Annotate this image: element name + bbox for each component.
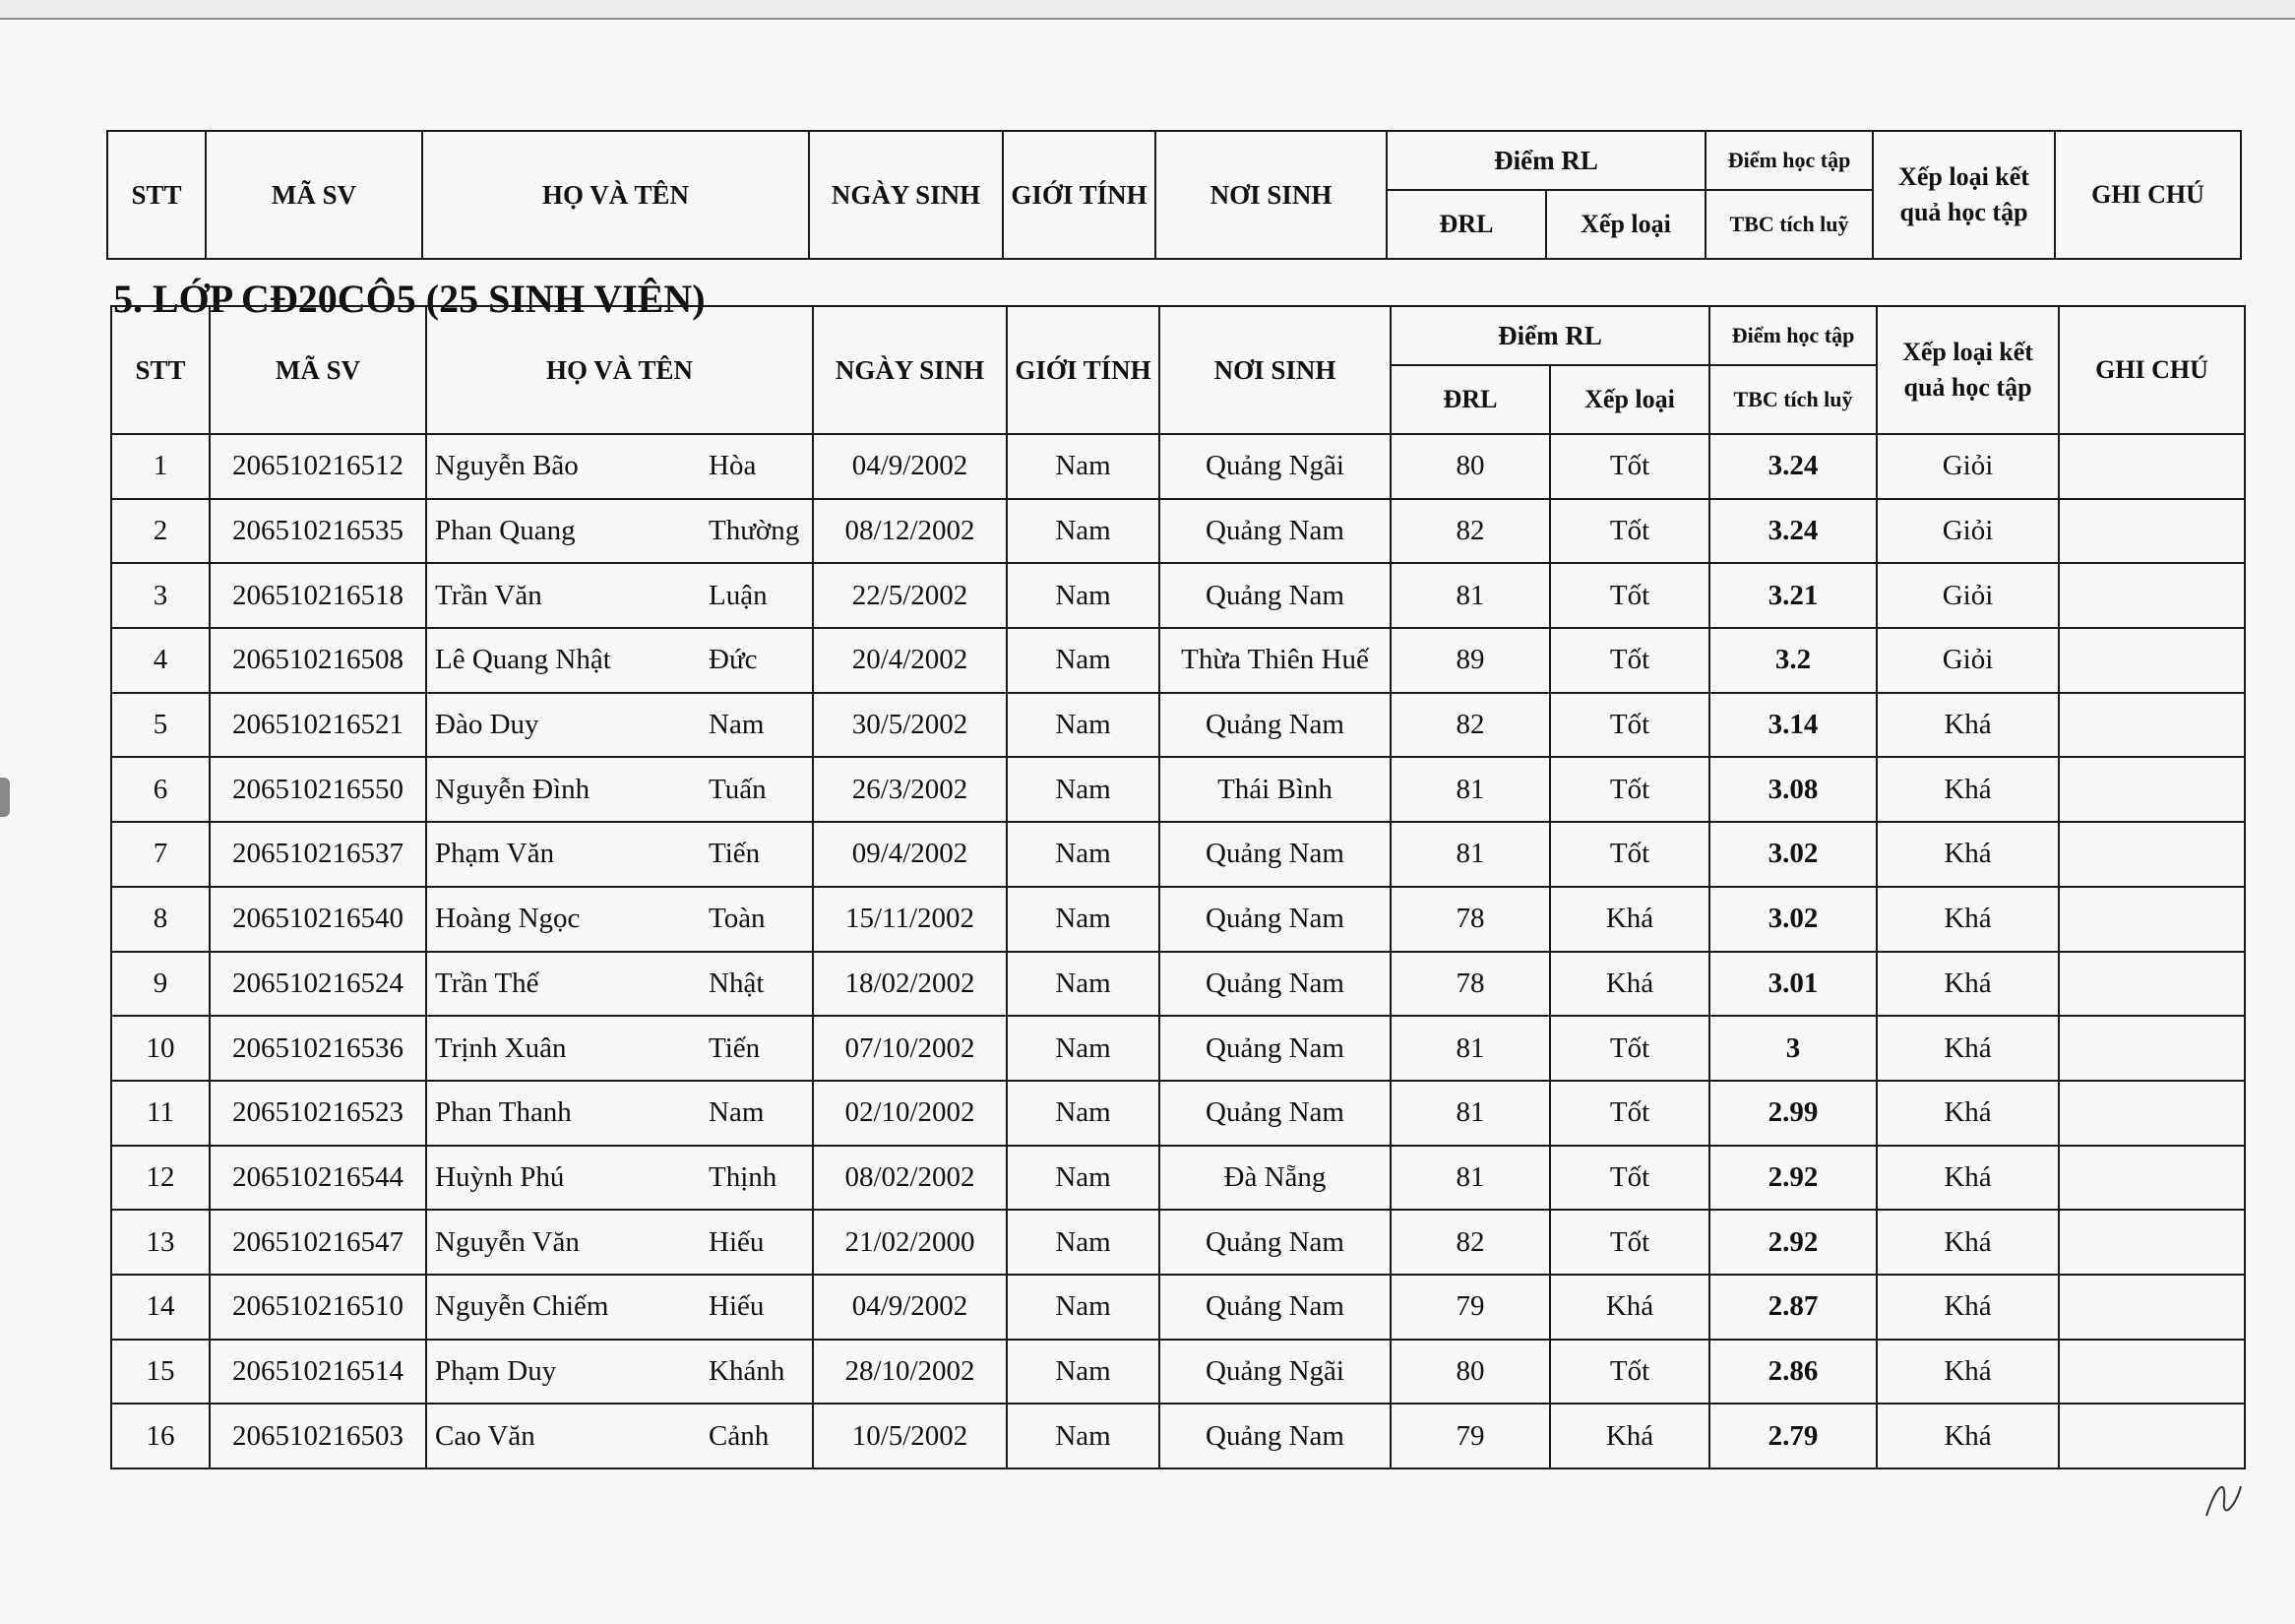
cell-ten: Luận — [709, 579, 768, 611]
cell-xep-loai-rl: Tốt — [1550, 1016, 1709, 1081]
cell-ma-sv: 206510216547 — [210, 1210, 426, 1275]
scan-top-edge — [0, 0, 2295, 20]
section-title: 5. LỚP CĐ20CÔ5 (25 SINH VIÊN) — [113, 277, 706, 321]
cell-xep-loai-kq: Khá — [1877, 822, 2059, 887]
cell-ghi-chu — [2059, 1210, 2245, 1275]
table-row — [111, 693, 2245, 758]
cell-xep-loai-kq: Giỏi — [1877, 499, 2059, 564]
cell-ten: Tiến — [709, 1031, 761, 1064]
cell-noi-sinh: Quảng Nam — [1159, 1210, 1391, 1275]
cell-gioi-tinh: Nam — [1007, 952, 1159, 1017]
cell-ghi-chu — [2059, 1081, 2245, 1146]
table-row — [111, 1146, 2245, 1211]
cell-drl: 82 — [1391, 1210, 1550, 1275]
cell-stt: 10 — [111, 1016, 210, 1081]
cell-drl: 82 — [1391, 693, 1550, 758]
cell-drl: 89 — [1391, 628, 1550, 693]
cell-ngay-sinh: 02/10/2002 — [813, 1081, 1007, 1146]
cell-xep-loai-kq: Khá — [1877, 1404, 2059, 1468]
cell-noi-sinh: Quảng Nam — [1159, 693, 1391, 758]
header-xep-loai-kq — [1877, 306, 2059, 434]
cell-ma-sv: 206510216540 — [210, 887, 426, 952]
cell-gioi-tinh: Nam — [1007, 1016, 1159, 1081]
cell-xep-loai-kq: Khá — [1877, 952, 2059, 1017]
header-noi-sinh: NƠI SINH — [1159, 306, 1391, 434]
cell-tbc: 3.24 — [1709, 434, 1877, 499]
header-xep-loai-kq-line2: quả học tập — [1899, 198, 2028, 226]
cell-noi-sinh: Quảng Nam — [1159, 887, 1391, 952]
cell-ho-ten — [426, 1404, 813, 1468]
header-ma-sv: MÃ SV — [210, 306, 426, 434]
cell-ho-ten — [426, 822, 813, 887]
table-row — [111, 499, 2245, 564]
cell-ho-ten — [426, 1340, 813, 1405]
table-row — [111, 434, 2245, 499]
cell-stt: 12 — [111, 1146, 210, 1211]
cell-ma-sv: 206510216536 — [210, 1016, 426, 1081]
cell-ghi-chu — [2059, 1404, 2245, 1468]
cell-tbc: 3.08 — [1709, 757, 1877, 822]
cell-ho: Lê Quang Nhật — [435, 644, 611, 676]
cell-noi-sinh: Đà Nẵng — [1159, 1146, 1391, 1211]
cell-ma-sv: 206510216518 — [210, 563, 426, 628]
table-row — [111, 1016, 2245, 1081]
cell-ngay-sinh: 07/10/2002 — [813, 1016, 1007, 1081]
table-row — [111, 952, 2245, 1017]
cell-ho: Hoàng Ngọc — [435, 903, 581, 935]
table-row — [111, 563, 2245, 628]
cell-xep-loai-rl: Khá — [1550, 952, 1709, 1017]
cell-drl: 80 — [1391, 434, 1550, 499]
cell-tbc: 2.92 — [1709, 1210, 1877, 1275]
cell-ho-ten — [426, 499, 813, 564]
cell-noi-sinh: Quảng Ngãi — [1159, 1340, 1391, 1405]
table-row — [111, 1275, 2245, 1340]
cell-xep-loai-rl: Khá — [1550, 1404, 1709, 1468]
header-gioi-tinh: GIỚI TÍNH — [1003, 131, 1155, 259]
cell-ten: Nam — [709, 1096, 765, 1129]
cell-xep-loai-rl: Tốt — [1550, 434, 1709, 499]
cell-ten: Tuấn — [709, 773, 767, 805]
header-ngay-sinh: NGÀY SINH — [809, 131, 1003, 259]
header-stt: STT — [111, 306, 210, 434]
cell-ten: Nam — [709, 709, 765, 741]
cell-tbc: 3.02 — [1709, 822, 1877, 887]
cell-gioi-tinh: Nam — [1007, 887, 1159, 952]
cell-xep-loai-rl: Khá — [1550, 1275, 1709, 1340]
header-noi-sinh: NƠI SINH — [1155, 131, 1387, 259]
cell-stt: 14 — [111, 1275, 210, 1340]
table-row — [111, 628, 2245, 693]
cell-xep-loai-kq: Khá — [1877, 1340, 2059, 1405]
header-xep-loai-kq — [1873, 131, 2055, 259]
cell-ho-ten — [426, 757, 813, 822]
cell-xep-loai-rl: Tốt — [1550, 628, 1709, 693]
cell-xep-loai-rl: Tốt — [1550, 499, 1709, 564]
cell-ma-sv: 206510216523 — [210, 1081, 426, 1146]
cell-tbc: 3.2 — [1709, 628, 1877, 693]
cell-ten: Toàn — [709, 903, 766, 935]
cell-gioi-tinh: Nam — [1007, 499, 1159, 564]
header-ghi-chu: GHI CHÚ — [2059, 306, 2245, 434]
cell-xep-loai-rl: Tốt — [1550, 1210, 1709, 1275]
header-xep-loai-rl: Xếp loại — [1550, 365, 1709, 434]
cell-drl: 79 — [1391, 1275, 1550, 1340]
cell-drl: 81 — [1391, 1081, 1550, 1146]
header-tbc: TBC tích luỹ — [1706, 190, 1873, 259]
cell-xep-loai-rl: Tốt — [1550, 693, 1709, 758]
cell-ma-sv: 206510216510 — [210, 1275, 426, 1340]
header-diem-hoc-tap: Điểm học tập — [1706, 131, 1873, 190]
header-ghi-chu: GHI CHÚ — [2055, 131, 2241, 259]
cell-xep-loai-kq: Khá — [1877, 1081, 2059, 1146]
cell-drl: 80 — [1391, 1340, 1550, 1405]
cell-ghi-chu — [2059, 952, 2245, 1017]
cell-noi-sinh: Thái Bình — [1159, 757, 1391, 822]
cell-ghi-chu — [2059, 434, 2245, 499]
cell-tbc: 3.21 — [1709, 563, 1877, 628]
cell-ma-sv: 206510216550 — [210, 757, 426, 822]
cell-noi-sinh: Quảng Nam — [1159, 952, 1391, 1017]
cell-tbc: 2.92 — [1709, 1146, 1877, 1211]
cell-ho: Nguyễn Bão — [435, 450, 579, 482]
table-row — [111, 1081, 2245, 1146]
cell-ho-ten — [426, 693, 813, 758]
cell-ho: Nguyễn Đình — [435, 773, 590, 805]
cell-ho-ten — [426, 1210, 813, 1275]
cell-noi-sinh: Quảng Nam — [1159, 1404, 1391, 1468]
cell-stt: 13 — [111, 1210, 210, 1275]
cell-ngay-sinh: 04/9/2002 — [813, 1275, 1007, 1340]
cell-xep-loai-rl: Tốt — [1550, 1340, 1709, 1405]
header-diem-rl: Điểm RL — [1391, 306, 1709, 365]
cell-ghi-chu — [2059, 757, 2245, 822]
scan-edge-mark — [0, 778, 10, 817]
initials-mark — [2197, 1467, 2246, 1526]
cell-gioi-tinh: Nam — [1007, 628, 1159, 693]
cell-ten: Thịnh — [709, 1160, 777, 1193]
cell-ngay-sinh: 28/10/2002 — [813, 1340, 1007, 1405]
cell-ten: Đức — [709, 644, 758, 676]
cell-noi-sinh: Quảng Nam — [1159, 1016, 1391, 1081]
cell-xep-loai-rl: Khá — [1550, 887, 1709, 952]
table-row — [111, 822, 2245, 887]
cell-ghi-chu — [2059, 628, 2245, 693]
cell-ghi-chu — [2059, 563, 2245, 628]
cell-ma-sv: 206510216524 — [210, 952, 426, 1017]
cell-ten: Thường — [709, 515, 800, 547]
cell-ho-ten — [426, 1146, 813, 1211]
cell-tbc: 2.79 — [1709, 1404, 1877, 1468]
table-row — [111, 1404, 2245, 1468]
cell-ghi-chu — [2059, 1016, 2245, 1081]
cell-tbc: 3.01 — [1709, 952, 1877, 1017]
cell-ho: Phan Thanh — [435, 1096, 572, 1129]
student-rows — [111, 434, 2245, 1468]
cell-ngay-sinh: 10/5/2002 — [813, 1404, 1007, 1468]
cell-ma-sv: 206510216521 — [210, 693, 426, 758]
header-diem-hoc-tap: Điểm học tập — [1709, 306, 1877, 365]
cell-ngay-sinh: 21/02/2000 — [813, 1210, 1007, 1275]
header-xep-loai-kq-line1: Xếp loại kết — [1902, 338, 2033, 366]
cell-ma-sv: 206510216512 — [210, 434, 426, 499]
cell-tbc: 3.24 — [1709, 499, 1877, 564]
cell-xep-loai-rl: Tốt — [1550, 1081, 1709, 1146]
cell-xep-loai-kq: Khá — [1877, 1210, 2059, 1275]
cell-tbc: 2.86 — [1709, 1340, 1877, 1405]
cell-xep-loai-kq: Khá — [1877, 1016, 2059, 1081]
cell-noi-sinh: Quảng Nam — [1159, 1081, 1391, 1146]
cell-ghi-chu — [2059, 1275, 2245, 1340]
cell-ho: Phạm Văn — [435, 838, 555, 870]
cell-gioi-tinh: Nam — [1007, 1275, 1159, 1340]
cell-ten: Khánh — [709, 1354, 785, 1387]
cell-stt: 8 — [111, 887, 210, 952]
cell-ngay-sinh: 18/02/2002 — [813, 952, 1007, 1017]
cell-stt: 16 — [111, 1404, 210, 1468]
cell-gioi-tinh: Nam — [1007, 1081, 1159, 1146]
cell-ma-sv: 206510216508 — [210, 628, 426, 693]
cell-ho: Nguyễn Chiếm — [435, 1290, 609, 1323]
cell-xep-loai-kq: Giỏi — [1877, 434, 2059, 499]
cell-ngay-sinh: 08/12/2002 — [813, 499, 1007, 564]
header-ngay-sinh: NGÀY SINH — [813, 306, 1007, 434]
cell-ghi-chu — [2059, 499, 2245, 564]
cell-gioi-tinh: Nam — [1007, 693, 1159, 758]
cell-noi-sinh: Quảng Ngãi — [1159, 434, 1391, 499]
cell-gioi-tinh: Nam — [1007, 757, 1159, 822]
cell-xep-loai-kq: Khá — [1877, 1275, 2059, 1340]
cell-ho: Trần Thế — [435, 967, 539, 999]
cell-ghi-chu — [2059, 1146, 2245, 1211]
cell-ghi-chu — [2059, 1340, 2245, 1405]
cell-ho: Cao Văn — [435, 1419, 535, 1452]
header-stt: STT — [107, 131, 206, 259]
cell-ngay-sinh: 08/02/2002 — [813, 1146, 1007, 1211]
cell-gioi-tinh: Nam — [1007, 1210, 1159, 1275]
header-diem-rl: Điểm RL — [1387, 131, 1706, 190]
cell-xep-loai-kq: Giỏi — [1877, 563, 2059, 628]
cell-noi-sinh: Quảng Nam — [1159, 563, 1391, 628]
header-drl: ĐRL — [1391, 365, 1550, 434]
cell-stt: 7 — [111, 822, 210, 887]
cell-tbc: 2.87 — [1709, 1275, 1877, 1340]
cell-stt: 3 — [111, 563, 210, 628]
header-ho-ten: HỌ VÀ TÊN — [426, 306, 813, 434]
cell-ma-sv: 206510216537 — [210, 822, 426, 887]
cell-xep-loai-rl: Tốt — [1550, 757, 1709, 822]
cell-ten: Hiếu — [709, 1225, 765, 1258]
cell-drl: 79 — [1391, 1404, 1550, 1468]
cell-ngay-sinh: 09/4/2002 — [813, 822, 1007, 887]
table-row — [111, 1210, 2245, 1275]
cell-noi-sinh: Quảng Nam — [1159, 822, 1391, 887]
cell-ho-ten — [426, 887, 813, 952]
cell-ngay-sinh: 04/9/2002 — [813, 434, 1007, 499]
cell-ho-ten — [426, 1016, 813, 1081]
cell-gioi-tinh: Nam — [1007, 1146, 1159, 1211]
cell-ho-ten — [426, 434, 813, 499]
cell-drl: 81 — [1391, 1146, 1550, 1211]
cell-tbc: 3.14 — [1709, 693, 1877, 758]
cell-ten: Hòa — [709, 450, 757, 482]
cell-ten: Cảnh — [709, 1419, 770, 1452]
cell-ho: Đào Duy — [435, 709, 539, 741]
cell-stt: 6 — [111, 757, 210, 822]
cell-xep-loai-rl: Tốt — [1550, 1146, 1709, 1211]
cell-xep-loai-kq: Giỏi — [1877, 628, 2059, 693]
header-tbc: TBC tích luỹ — [1709, 365, 1877, 434]
cell-ngay-sinh: 30/5/2002 — [813, 693, 1007, 758]
header-drl: ĐRL — [1387, 190, 1546, 259]
cell-noi-sinh: Quảng Nam — [1159, 1275, 1391, 1340]
table-row — [111, 1340, 2245, 1405]
header-ho-ten: HỌ VÀ TÊN — [422, 131, 809, 259]
cell-ho: Huỳnh Phú — [435, 1160, 565, 1193]
cell-noi-sinh: Quảng Nam — [1159, 499, 1391, 564]
cell-tbc: 3.02 — [1709, 887, 1877, 952]
cell-ho-ten — [426, 628, 813, 693]
cell-ten: Hiếu — [709, 1290, 765, 1323]
cell-ho: Phan Quang — [435, 515, 576, 547]
cell-xep-loai-kq: Khá — [1877, 887, 2059, 952]
cell-ma-sv: 206510216544 — [210, 1146, 426, 1211]
header-xep-loai-kq-line2: quả học tập — [1903, 373, 2032, 402]
table-row — [111, 887, 2245, 952]
cell-stt: 15 — [111, 1340, 210, 1405]
cell-stt: 11 — [111, 1081, 210, 1146]
cell-ngay-sinh: 26/3/2002 — [813, 757, 1007, 822]
header-xep-loai-kq-line1: Xếp loại kết — [1898, 162, 2029, 191]
cell-ngay-sinh: 15/11/2002 — [813, 887, 1007, 952]
cell-drl: 81 — [1391, 1016, 1550, 1081]
cell-xep-loai-rl: Tốt — [1550, 563, 1709, 628]
cell-ho: Nguyễn Văn — [435, 1225, 580, 1258]
cell-stt: 1 — [111, 434, 210, 499]
cell-ten: Nhật — [709, 967, 765, 999]
cell-ho-ten — [426, 952, 813, 1017]
cell-gioi-tinh: Nam — [1007, 563, 1159, 628]
cell-ma-sv: 206510216514 — [210, 1340, 426, 1405]
cell-ma-sv: 206510216503 — [210, 1404, 426, 1468]
cell-ho-ten — [426, 1275, 813, 1340]
cell-ho: Trần Văn — [435, 579, 542, 611]
cell-gioi-tinh: Nam — [1007, 1340, 1159, 1405]
cell-ngay-sinh: 22/5/2002 — [813, 563, 1007, 628]
cell-tbc: 3 — [1709, 1016, 1877, 1081]
cell-ho-ten — [426, 1081, 813, 1146]
cell-gioi-tinh: Nam — [1007, 822, 1159, 887]
cell-ho: Trịnh Xuân — [435, 1031, 567, 1064]
cell-stt: 9 — [111, 952, 210, 1017]
cell-xep-loai-kq: Khá — [1877, 757, 2059, 822]
cell-stt: 2 — [111, 499, 210, 564]
cell-ghi-chu — [2059, 887, 2245, 952]
header-xep-loai-rl: Xếp loại — [1546, 190, 1706, 259]
cell-xep-loai-kq: Khá — [1877, 1146, 2059, 1211]
class-table — [110, 305, 2246, 1469]
cell-drl: 81 — [1391, 563, 1550, 628]
header-table-top — [106, 130, 2242, 260]
table-row — [111, 757, 2245, 822]
cell-drl: 81 — [1391, 822, 1550, 887]
cell-ghi-chu — [2059, 693, 2245, 758]
cell-ngay-sinh: 20/4/2002 — [813, 628, 1007, 693]
header-ma-sv: MÃ SV — [206, 131, 422, 259]
header-gioi-tinh: GIỚI TÍNH — [1007, 306, 1159, 434]
cell-drl: 81 — [1391, 757, 1550, 822]
cell-gioi-tinh: Nam — [1007, 434, 1159, 499]
cell-noi-sinh: Thừa Thiên Huế — [1159, 628, 1391, 693]
cell-ho: Phạm Duy — [435, 1354, 557, 1387]
cell-ten: Tiến — [709, 838, 761, 870]
cell-tbc: 2.99 — [1709, 1081, 1877, 1146]
cell-ho-ten — [426, 563, 813, 628]
cell-drl: 78 — [1391, 952, 1550, 1017]
cell-ma-sv: 206510216535 — [210, 499, 426, 564]
cell-drl: 78 — [1391, 887, 1550, 952]
cell-ghi-chu — [2059, 822, 2245, 887]
cell-gioi-tinh: Nam — [1007, 1404, 1159, 1468]
cell-xep-loai-rl: Tốt — [1550, 822, 1709, 887]
cell-drl: 82 — [1391, 499, 1550, 564]
cell-stt: 4 — [111, 628, 210, 693]
cell-xep-loai-kq: Khá — [1877, 693, 2059, 758]
cell-stt: 5 — [111, 693, 210, 758]
